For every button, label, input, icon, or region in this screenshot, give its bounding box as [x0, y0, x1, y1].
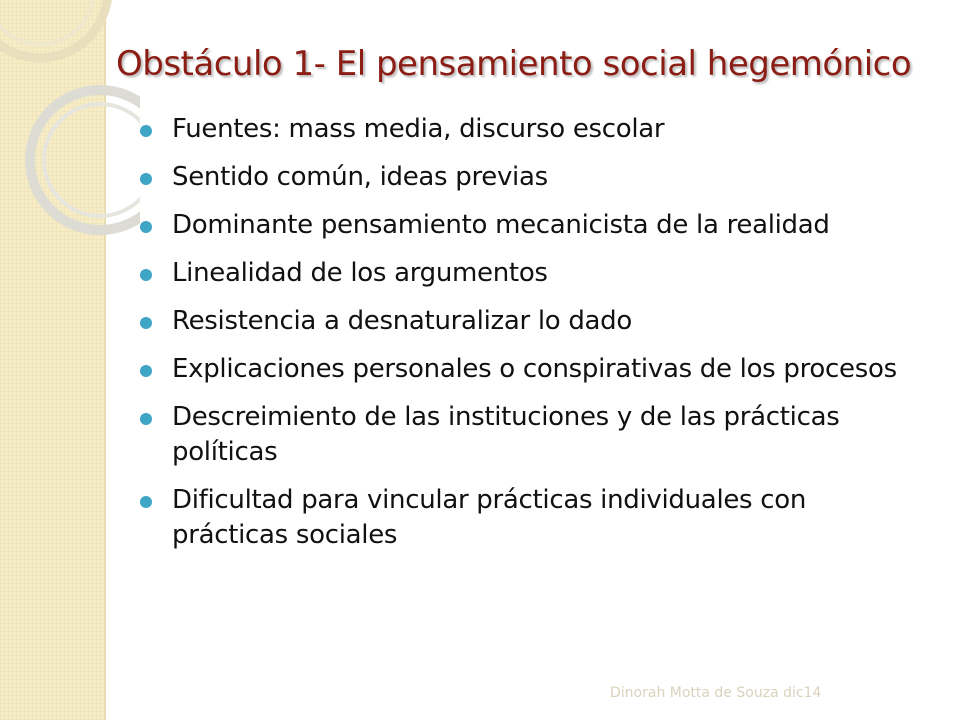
bullet-text: Descreimiento de las instituciones y de las prácticas políticas [172, 402, 840, 467]
slide-title: Obstáculo 1- El pensamiento social hegemónico [116, 44, 912, 84]
bullet-item [140, 400, 920, 470]
bullet-dot-icon [140, 365, 152, 377]
bullet-dot-icon [140, 173, 152, 185]
bullet-dot-icon [140, 317, 152, 329]
ring-top-inner [0, 0, 94, 44]
footer-author: Dinorah Motta de Souza dic14 [610, 685, 822, 701]
bullet-text: Explicaciones personales o conspirativas de los procesos [172, 354, 897, 384]
bullet-list [140, 112, 920, 566]
bullet-dot-icon [140, 413, 152, 425]
bullet-text: Dificultad para vincular prácticas individuales con prácticas sociales [172, 485, 807, 550]
decorative-rings [0, 0, 140, 260]
ring-middle-inner [44, 104, 140, 216]
bullet-dot-icon [140, 125, 152, 137]
bullet-text: Resistencia a desnaturalizar lo dado [172, 306, 632, 336]
bullet-text: Dominante pensamiento mecanicista de la realidad [172, 210, 830, 240]
bullet-item [140, 256, 920, 291]
bullet-item [140, 304, 920, 339]
bullet-dot-icon [140, 496, 152, 508]
bullet-item [140, 160, 920, 195]
bullet-dot-icon [140, 269, 152, 281]
bullet-item [140, 483, 920, 553]
bullet-item [140, 352, 920, 387]
bullet-item [140, 112, 920, 147]
bullet-text: Fuentes: mass media, discurso escolar [172, 114, 665, 144]
bullet-dot-icon [140, 221, 152, 233]
bullet-text: Sentido común, ideas previas [172, 162, 548, 192]
bullet-text: Linealidad de los argumentos [172, 258, 548, 288]
bullet-item [140, 208, 920, 243]
